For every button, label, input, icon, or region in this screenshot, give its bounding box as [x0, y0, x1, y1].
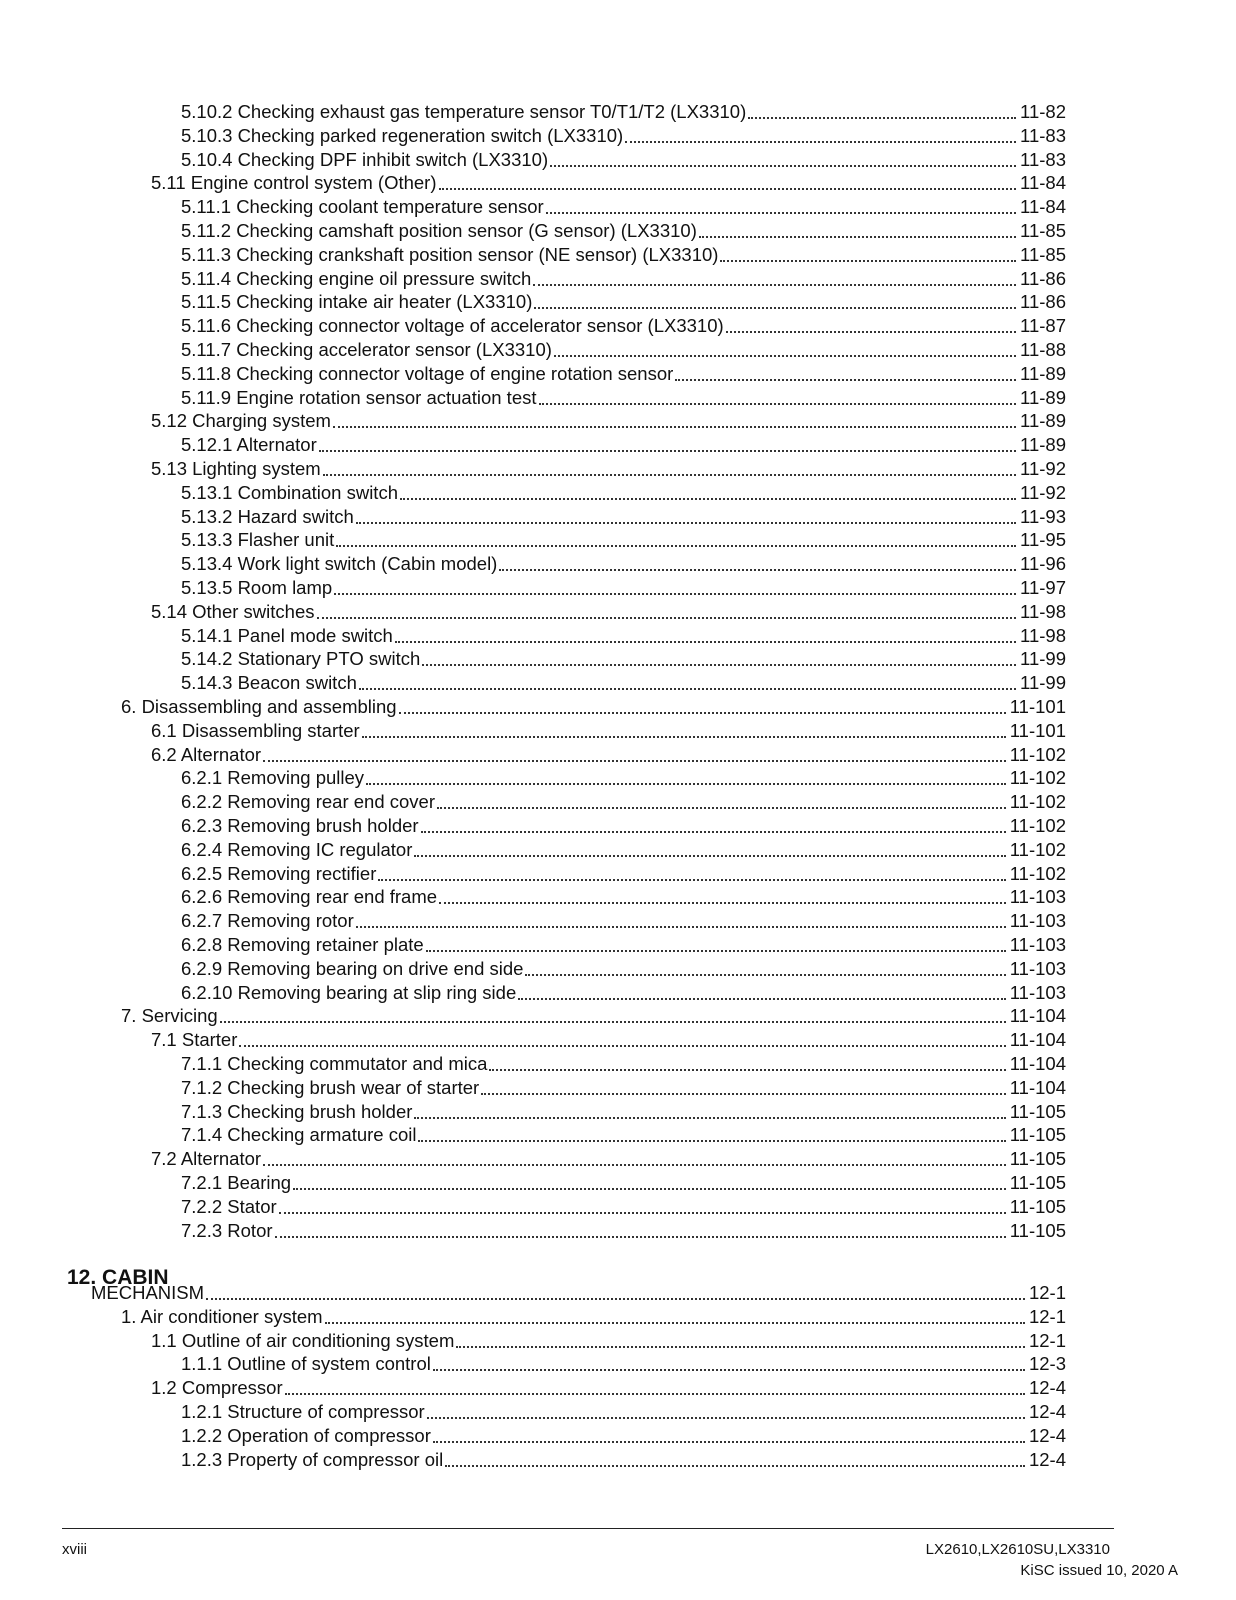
toc-dot-leader	[334, 593, 1016, 595]
toc-entry-title: 5.13.3 Flasher unit	[181, 529, 335, 551]
toc-entry-page: 11-103	[1009, 981, 1066, 1003]
toc-entry-page: 12-1	[1028, 1329, 1066, 1351]
toc-dot-leader	[456, 1346, 1025, 1348]
toc-entry-page: 11-86	[1020, 291, 1066, 313]
toc-entry[interactable]	[121, 695, 1066, 719]
toc-entry-title: 1.1 Outline of air conditioning system	[151, 1329, 455, 1351]
toc-entry-title: 5.11.3 Checking crankshaft position sensor (NE sensor) (LX3310)	[181, 243, 719, 265]
toc-entry[interactable]	[181, 481, 1066, 505]
toc-entry-title: 5.11.1 Checking coolant temperature sensor	[181, 196, 544, 218]
toc-entry-page: 11-83	[1020, 148, 1066, 170]
toc-entry-title: 5.11.4 Checking engine oil pressure switch	[181, 267, 532, 289]
toc-dot-leader	[395, 641, 1016, 643]
toc-entry-title: 5.14.3 Beacon switch	[181, 672, 357, 694]
toc-dot-leader	[748, 117, 1016, 119]
toc-entry-title: 6.2.9 Removing bearing on drive end side	[181, 957, 524, 979]
toc-entry[interactable]	[181, 1424, 1066, 1448]
chapter-title: 12. CABIN	[67, 1266, 169, 1289]
toc-dot-leader	[378, 879, 1005, 881]
toc-entry[interactable]	[181, 505, 1066, 529]
toc-entry-title: 5.14 Other switches	[151, 600, 315, 622]
toc-entry-page: 11-103	[1009, 934, 1066, 955]
toc-entry[interactable]	[121, 1004, 1066, 1028]
toc-entry-page: 11-102	[1009, 838, 1066, 860]
toc-dot-leader	[499, 569, 1016, 571]
toc-entry-page: 11-84	[1020, 172, 1066, 194]
toc-entry[interactable]	[181, 386, 1066, 410]
toc-entry-title: 6.1 Disassembling starter	[151, 719, 360, 741]
toc-entry[interactable]	[181, 671, 1066, 695]
toc-entry[interactable]	[181, 528, 1066, 552]
toc-entry-title: 5.13.5 Room lamp	[181, 577, 333, 598]
toc-entry[interactable]	[151, 457, 1066, 481]
toc-dot-leader	[433, 1369, 1025, 1371]
footer-models: LX2610,LX2610SU,LX3310	[925, 1541, 1110, 1558]
toc-entry-title: 6.2.6 Removing rear end frame	[181, 886, 438, 908]
toc-entry-page: 11-83	[1020, 124, 1066, 146]
toc-entry-page: 11-102	[1009, 862, 1066, 884]
toc-entry[interactable]	[181, 647, 1066, 671]
toc-entry-page: 12-3	[1028, 1353, 1066, 1375]
toc-entry-title: 5.11.5 Checking intake air heater (LX3310)	[181, 291, 533, 313]
toc-entry[interactable]	[181, 1100, 1066, 1124]
toc-entry-page: 11-103	[1009, 910, 1066, 932]
toc-entry-page: 11-101	[1009, 719, 1066, 741]
toc-dot-leader	[550, 165, 1016, 167]
toc-dot-leader	[554, 355, 1016, 357]
toc-dot-leader	[366, 783, 1006, 785]
toc-entry[interactable]	[151, 743, 1066, 767]
toc-entry-title: 5.14.1 Panel mode switch	[181, 624, 393, 646]
toc-entry-page: 11-104	[1009, 1005, 1066, 1027]
toc-entry-page: 11-88	[1020, 339, 1066, 360]
toc-entry[interactable]	[151, 1376, 1066, 1400]
toc-entry-page: 11-105	[1009, 1148, 1066, 1170]
toc-entry-title: 5.10.3 Checking parked regeneration switch (LX3310)	[181, 124, 624, 146]
toc-entry-page: 11-89	[1020, 362, 1066, 384]
toc-dot-leader	[418, 1140, 1005, 1142]
toc-entry-page: 11-95	[1020, 529, 1066, 551]
toc-entry-page: 11-105	[1009, 1195, 1066, 1217]
toc-entry-page: 12-4	[1028, 1448, 1066, 1470]
toc-entry-title: 5.11.9 Engine rotation sensor actuation test	[181, 386, 537, 408]
toc-entry-title: 7.2.2 Stator	[181, 1195, 277, 1217]
toc-entry[interactable]	[181, 766, 1066, 790]
toc-entry-title: 1. Air conditioner system	[121, 1305, 323, 1327]
toc-entry-page: 11-92	[1020, 481, 1066, 503]
toc-entry-page: 11-96	[1020, 553, 1066, 575]
toc-entry-title: 1.2 Compressor	[151, 1377, 283, 1399]
toc-entry[interactable]	[181, 433, 1066, 457]
toc-entry-title: 7.2 Alternator	[151, 1148, 262, 1170]
toc-entry[interactable]	[91, 1281, 1066, 1305]
toc-dot-leader	[421, 831, 1006, 833]
toc-entry-title: 6.2.7 Removing rotor	[181, 910, 354, 932]
toc-entry-page: 11-87	[1020, 315, 1066, 337]
toc-entry-page: 12-1	[1028, 1282, 1066, 1303]
toc-entry-page: 11-104	[1009, 1029, 1066, 1051]
toc-dot-leader	[534, 307, 1016, 309]
toc-entry-title: 6.2.3 Removing brush holder	[181, 815, 419, 836]
toc-entry-title: 6. Disassembling and assembling	[121, 696, 397, 717]
toc-dot-leader	[275, 1236, 1006, 1238]
toc-entry[interactable]	[181, 981, 1066, 1005]
toc-entry-title: 5.11.6 Checking connector voltage of accelerator sensor (LX3310)	[181, 315, 724, 337]
toc-entry-title: 6.2.5 Removing rectifier	[181, 862, 377, 884]
toc-dot-leader	[317, 617, 1017, 619]
toc-dot-leader	[325, 1322, 1025, 1324]
toc-entry[interactable]	[181, 148, 1066, 172]
toc-entry-title: 6.2.1 Removing pulley	[181, 767, 365, 789]
toc-entry-title: 5.10.2 Checking exhaust gas temperature sensor T0/T1/T2 (LX3310)	[181, 101, 747, 122]
toc-entry[interactable]	[181, 1400, 1066, 1424]
toc-dot-leader	[427, 1417, 1025, 1419]
toc-dot-leader	[293, 1188, 1006, 1190]
toc-entry-page: 11-93	[1020, 505, 1066, 527]
toc-entry-title: 5.12.1 Alternator	[181, 434, 317, 456]
toc-entry-page: 11-99	[1020, 672, 1066, 694]
toc-entry[interactable]	[151, 1147, 1066, 1171]
toc-entry-page: 12-4	[1028, 1424, 1066, 1446]
toc-dot-leader	[699, 236, 1016, 238]
toc-entry[interactable]	[181, 1123, 1066, 1147]
toc-entry-page: 11-105	[1009, 1219, 1066, 1241]
toc-dot-leader	[220, 1021, 1006, 1023]
toc-dot-leader	[525, 974, 1005, 976]
toc-entry-page: 11-99	[1020, 648, 1066, 670]
toc-entry-title: 5.13.2 Hazard switch	[181, 505, 354, 527]
toc-entry-page: 11-102	[1009, 791, 1066, 813]
toc-entry[interactable]	[181, 1448, 1066, 1472]
toc-dot-leader	[206, 1298, 1025, 1300]
toc-entry[interactable]	[181, 362, 1066, 386]
toc-entry-title: 7.1.1 Checking commutator and mica	[181, 1053, 488, 1074]
toc-entry-page: 11-98	[1020, 600, 1066, 622]
toc-dot-leader	[489, 1069, 1005, 1071]
toc-entry-title: 7.1.4 Checking armature coil	[181, 1124, 417, 1146]
toc-dot-leader	[239, 1045, 1005, 1047]
toc-entry-page: 11-89	[1020, 386, 1066, 408]
toc-entry[interactable]	[181, 933, 1066, 957]
toc-entry-page: 11-103	[1009, 957, 1066, 979]
toc-dot-leader	[439, 902, 1006, 904]
toc-entry-page: 11-102	[1009, 767, 1066, 789]
toc-entry-page: 12-4	[1028, 1401, 1066, 1422]
toc-entry[interactable]	[181, 267, 1066, 291]
toc-entry-title: 5.13 Lighting system	[151, 458, 321, 479]
toc-entry-title: 5.10.4 Checking DPF inhibit switch (LX3310)	[181, 148, 549, 170]
toc-entry[interactable]	[151, 409, 1066, 433]
toc-dot-leader	[336, 545, 1016, 547]
toc-entry[interactable]	[181, 1171, 1066, 1195]
toc-dot-leader	[362, 736, 1006, 738]
toc-entry-page: 11-98	[1020, 624, 1066, 646]
toc-entry-title: 6.2 Alternator	[151, 743, 262, 765]
toc-entry[interactable]	[181, 100, 1066, 124]
toc-entry-page: 11-105	[1009, 1124, 1066, 1146]
toc-dot-leader	[414, 1117, 1005, 1119]
toc-entry[interactable]	[181, 838, 1066, 862]
toc-dot-leader	[285, 1393, 1025, 1395]
toc-dot-leader	[546, 212, 1016, 214]
footer-divider	[62, 1528, 1114, 1529]
toc-entry-page: 11-97	[1020, 577, 1066, 598]
toc-dot-leader	[323, 474, 1016, 476]
toc-dot-leader	[518, 998, 1006, 1000]
toc-entry-title: 1.2.2 Operation of compressor	[181, 1424, 431, 1446]
toc-entry-page: 11-105	[1009, 1172, 1066, 1193]
toc-entry-page: 11-86	[1020, 267, 1066, 289]
toc-entry-title: 1.2.1 Structure of compressor	[181, 1401, 425, 1422]
toc-entry-title: 6.2.2 Removing rear end cover	[181, 791, 435, 813]
toc-entry-title: 5.13.1 Combination switch	[181, 481, 398, 503]
toc-entry[interactable]	[181, 624, 1066, 648]
toc-entry[interactable]	[181, 338, 1066, 362]
toc-entry[interactable]	[181, 552, 1066, 576]
toc-dot-leader	[539, 403, 1017, 405]
toc-entry-page: 11-89	[1020, 410, 1066, 432]
toc-entry[interactable]	[181, 195, 1066, 219]
toc-entry[interactable]	[181, 1076, 1066, 1100]
toc-entry[interactable]	[151, 171, 1066, 195]
toc-entry-page: 11-103	[1009, 886, 1066, 908]
toc-entry-title: 5.11.2 Checking camshaft position sensor (G sensor) (LX3310)	[181, 220, 697, 241]
toc-entry-page: 12-1	[1028, 1305, 1066, 1327]
toc-entry-title: MECHANISM	[91, 1282, 205, 1303]
toc-entry-title: 7.1 Starter	[151, 1029, 238, 1051]
toc-entry[interactable]	[181, 1195, 1066, 1219]
toc-entry-page: 11-102	[1009, 815, 1066, 836]
toc-dot-leader	[439, 188, 1017, 190]
toc-entry-title: 7.1.3 Checking brush holder	[181, 1100, 413, 1122]
toc-entry-title: 6.2.8 Removing retainer plate	[181, 934, 424, 955]
toc-entry[interactable]	[181, 1219, 1066, 1243]
toc-entry-page: 11-101	[1009, 696, 1066, 717]
toc-entry-title: 1.1.1 Outline of system control	[181, 1353, 431, 1375]
toc-entry-title: 7.2.1 Bearing	[181, 1172, 292, 1193]
toc-entry-title: 5.11 Engine control system (Other)	[151, 172, 437, 194]
toc-entry-title: 5.12 Charging system	[151, 410, 331, 432]
toc-entry-title: 6.2.4 Removing IC regulator	[181, 838, 413, 860]
toc-entry-title: 6.2.10 Removing bearing at slip ring side	[181, 981, 517, 1003]
toc-entry-page: 11-89	[1020, 434, 1066, 456]
toc-entry[interactable]	[181, 314, 1066, 338]
toc-entry[interactable]	[181, 862, 1066, 886]
toc-dot-leader	[433, 1441, 1025, 1443]
toc-dot-leader	[481, 1093, 1006, 1095]
toc-dot-leader	[414, 855, 1005, 857]
toc-entry[interactable]	[151, 1329, 1066, 1353]
toc-entry-page: 11-84	[1020, 196, 1066, 218]
toc-dot-leader	[726, 331, 1016, 333]
toc-entry[interactable]	[181, 957, 1066, 981]
toc-entry-page: 11-82	[1020, 101, 1066, 122]
toc-entry[interactable]	[181, 1052, 1066, 1076]
toc-dot-leader	[625, 141, 1016, 143]
toc-dot-leader	[319, 450, 1016, 452]
toc-dot-leader	[356, 926, 1006, 928]
toc-entry[interactable]	[121, 1305, 1066, 1329]
toc-entry-title: 5.11.8 Checking connector voltage of engine rotation sensor	[181, 362, 674, 384]
toc-entry[interactable]	[181, 290, 1066, 314]
toc-entry-title: 7. Servicing	[121, 1005, 218, 1027]
toc-entry-title: 1.2.3 Property of compressor oil	[181, 1448, 444, 1470]
toc-entry-title: 7.2.3 Rotor	[181, 1219, 273, 1241]
toc-entry-title: 5.14.2 Stationary PTO switch	[181, 648, 421, 670]
toc-entry-page: 11-85	[1020, 220, 1066, 241]
toc-entry[interactable]	[181, 790, 1066, 814]
footer-page-number: xviii	[62, 1541, 87, 1558]
toc-entry-page: 11-102	[1009, 743, 1066, 765]
toc-dot-leader	[675, 379, 1016, 381]
toc-entry[interactable]	[181, 885, 1066, 909]
toc-dot-leader	[356, 522, 1016, 524]
toc-entry-title: 5.13.4 Work light switch (Cabin model)	[181, 553, 498, 575]
toc-entry[interactable]	[181, 909, 1066, 933]
toc-entry-page: 11-105	[1009, 1100, 1066, 1122]
toc-entry[interactable]	[181, 576, 1066, 600]
toc-entry-title: 5.11.7 Checking accelerator sensor (LX3310)	[181, 339, 552, 360]
toc-entry-page: 11-92	[1020, 458, 1066, 479]
toc-dot-leader	[399, 712, 1006, 714]
toc-entry[interactable]	[181, 243, 1066, 267]
toc-dot-leader	[279, 1212, 1006, 1214]
toc-dot-leader	[263, 1164, 1006, 1166]
toc-dot-leader	[720, 260, 1016, 262]
toc-dot-leader	[333, 426, 1016, 428]
toc-entry[interactable]	[181, 1352, 1066, 1376]
toc-dot-leader	[533, 284, 1016, 286]
toc-entry[interactable]	[151, 1028, 1066, 1052]
toc-entry-page: 12-4	[1028, 1377, 1066, 1399]
toc-entry[interactable]	[181, 219, 1066, 243]
footer-issue: KiSC issued 10, 2020 A	[1020, 1562, 1178, 1579]
toc-dot-leader	[400, 498, 1016, 500]
toc-entry[interactable]	[181, 124, 1066, 148]
toc-dot-leader	[359, 688, 1016, 690]
toc-entry-page: 11-104	[1009, 1076, 1066, 1098]
toc-entry-title: 7.1.2 Checking brush wear of starter	[181, 1076, 480, 1098]
toc-entry[interactable]	[151, 600, 1066, 624]
toc-dot-leader	[445, 1465, 1025, 1467]
toc-entry-page: 11-85	[1020, 243, 1066, 265]
toc-dot-leader	[437, 807, 1006, 809]
toc-entry[interactable]	[181, 814, 1066, 838]
toc-dot-leader	[422, 664, 1016, 666]
toc-entry-page: 11-104	[1009, 1053, 1066, 1074]
toc-entry[interactable]	[151, 719, 1066, 743]
toc-dot-leader	[263, 760, 1006, 762]
toc-dot-leader	[426, 950, 1006, 952]
